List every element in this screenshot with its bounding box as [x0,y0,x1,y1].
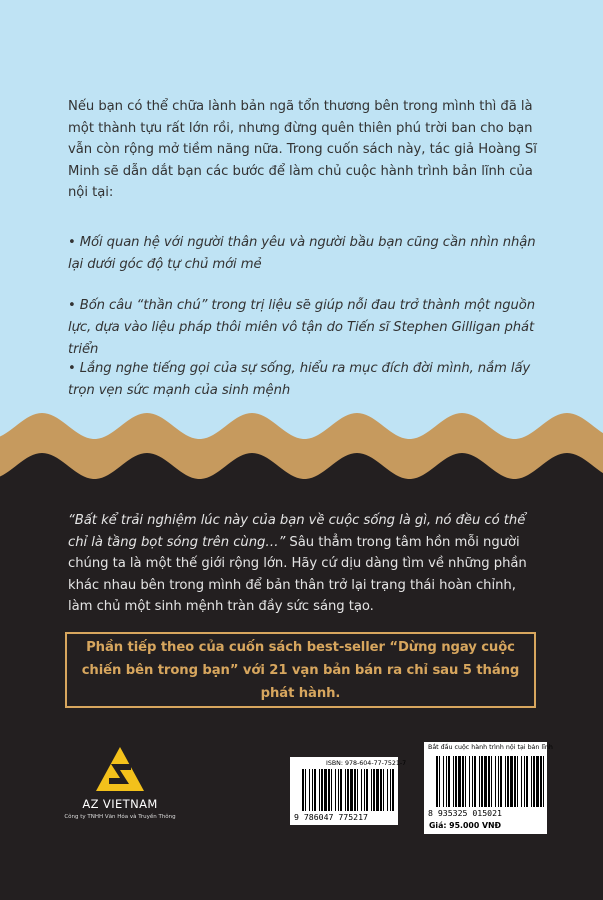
barcode-bar [390,769,391,811]
barcode-bar [446,756,447,807]
sequel-callout-text: Phần tiếp theo của cuốn sách best-seller “Dừng ngay cuộc chiến bên trong bạn” với 21 vạn bản bán ra chỉ sau 5 tháng phát hành. [81,639,520,701]
barcode-bar [474,756,476,807]
wave-band [0,400,603,500]
barcode-bar [324,769,327,811]
barcode-bar [436,756,438,807]
publisher-logo [60,745,180,835]
barcode-bar [366,769,368,811]
barcode-bar [462,756,464,807]
barcode-bar [357,769,358,811]
price-barcode-label: Bắt đầu cuộc hành trình nội tại bản lĩnh [428,744,553,751]
barcode-bar [376,769,379,811]
barcode-bar [387,769,388,811]
barcode-bar [531,756,532,807]
barcode-bar [507,756,509,807]
barcode-bar [371,769,372,811]
az-triangle-logo-icon [94,745,146,793]
barcode-bar [314,769,316,811]
barcode-bar [364,769,365,811]
barcode-bar [328,769,330,811]
barcode-bar [443,756,444,807]
barcode-bar [302,769,304,811]
barcode-bar [526,756,528,807]
isbn-number: 9 786047 775217 [294,812,368,822]
barcode-bar [517,756,518,807]
bullet-item-1: • Mối quan hệ với người thân yêu và người bầu bạn cũng cần nhìn nhận lại dưới góc độ tự chủ mới mẻ [68,235,536,272]
barcode-bar [540,756,542,807]
barcode-bar [439,756,440,807]
price-barcode-bars [436,756,544,807]
barcode-bar [347,769,349,811]
barcode-bar [380,769,382,811]
barcode-bar [345,769,346,811]
barcode-bar [458,756,461,807]
barcode-bar [536,756,539,807]
barcode-bar [319,769,320,811]
barcode-bar [373,769,375,811]
bullet-item-2: • Bốn câu “thần chú” trong trị liệu sẽ giúp nỗi đau trở thành một nguồn lực, dựa vào liệu pháp thôi miên vô tận do Tiến sĩ Stephen Gilligan phát triển [68,298,536,357]
barcode-bar [543,756,544,807]
bullet-item-3: • Lắng nghe tiếng gọi của sự sống, hiểu ra mục đích đời mình, nắm lấy trọn vẹn sức mạnh của sinh mệnh [68,361,531,398]
barcode-bar [472,756,473,807]
barcode-bar [340,769,342,811]
barcode-bar [338,769,339,811]
barcode-bar [533,756,535,807]
quote-italic: “Bất kể trải nghiệm lúc này của bạn về cuộc sống là gì, nó đều có thể chỉ là tầng bọt sóng trên cùng…” [68,513,526,550]
sequel-callout-box [65,632,536,708]
barcode-bar [335,769,336,811]
barcode-bar [491,756,492,807]
quote-body: Sâu thẳm trong tâm hồn mỗi người chúng ta là một thế giới rộng lớn. Hãy cứ dịu dàng tìm về những phần khác nhau bên trong mình để bản thân trở lại trạng thái hoàn chỉnh, làm chủ một sinh mệnh tràn đầy sức sáng tạo. [68,534,527,614]
barcode-bar [331,769,332,811]
barcode-bar [514,756,516,807]
barcode-bar [484,756,487,807]
barcode-bar [448,756,450,807]
price-barcode [424,742,553,834]
isbn-barcode [290,757,407,825]
barcode-bar [305,769,306,811]
barcode-bar [481,756,483,807]
barcode-bar [383,769,384,811]
barcode-bar [521,756,522,807]
publisher-company: Công ty TNHH Văn Hóa và Truyền Thông [64,814,176,820]
quote-paragraph [68,510,538,618]
intro-paragraph: Nếu bạn có thể chữa lành bản ngã tổn thương bên trong mình thì đã là một thành tựu rất lớn rồi, nhưng đừng quên thiên phú trời ban cho bạn vẫn còn rộng mở tiềm năng nữa. Trong cuốn sách này, tác giả Hoàng Sĩ Minh sẽ dẫn dắt bạn các bước để làm chủ cuộc hành trình bản lĩnh của nội tại: [68,99,537,200]
barcode-bar [488,756,490,807]
publisher-brand: AZ VIETNAM [82,797,158,811]
barcode-bar [309,769,310,811]
barcode-bar [453,756,454,807]
barcode-bar [498,756,499,807]
barcode-bar [321,769,323,811]
barcode-bar [510,756,513,807]
barcode-bar [361,769,362,811]
barcode-bar [465,756,466,807]
barcode-bar [350,769,353,811]
barcode-bar [392,769,394,811]
barcode-bar [524,756,525,807]
barcode-bar [495,756,496,807]
barcode-bar [469,756,470,807]
barcode-bar [455,756,457,807]
price-barcode-number: 8 935325 015021 [428,808,502,818]
isbn-label: ISBN: 978-604-77-7521-7 [326,760,407,767]
barcode-bar [500,756,502,807]
barcode-bar [505,756,506,807]
price-label: Giá: 95.000 VNĐ [429,821,502,830]
isbn-barcode-bars [302,769,396,811]
barcode-bar [354,769,356,811]
barcode-bar [312,769,313,811]
barcode-bar [479,756,480,807]
